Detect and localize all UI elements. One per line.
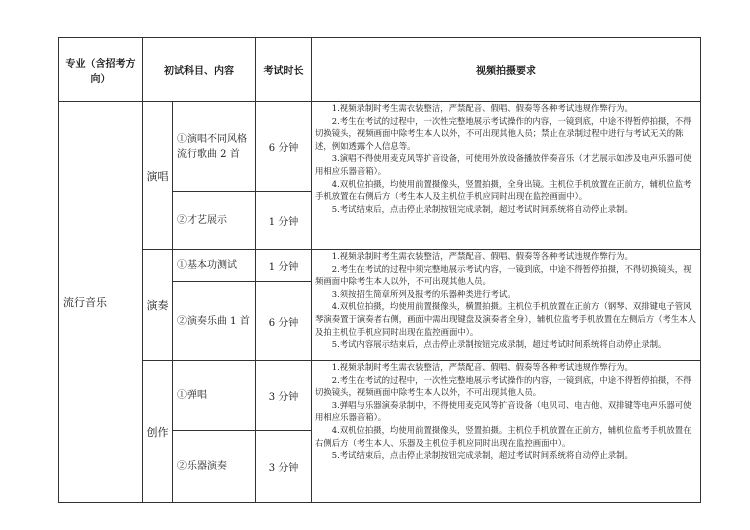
requirement-line: 2.考生在考试的过程中，一次性完整地展示考试操作的内容，一镜到底，中途不得暂停拍摄，不得切换镜头，视频画面中除考生本人以外，不可出现其他人员；禁止在录制过程中进行与考试无关的陈述，例如透露个人信息等。 — [315, 115, 692, 151]
subject-item: ①演唱不同风格流行歌曲 2 首 — [173, 102, 256, 192]
duration-cell: 6 分钟 — [256, 102, 312, 192]
major-name: 流行音乐 — [59, 102, 143, 503]
requirement-line: 4.双机位拍摄，均使用前置摄像头，竖置拍摄，全身出镜。主机位手机放置在正前方，辅机位监考手机放置在右侧后方（考生本人及主机位手机应同时出现在监控画面中）。 — [315, 178, 692, 202]
requirement-line: 3.须按招生简章所列及报考的乐器种类进行考试。 — [331, 288, 516, 299]
duration-cell: 3 分钟 — [256, 361, 312, 431]
table-row — [59, 250, 701, 282]
duration-cell: 1 分钟 — [256, 192, 312, 250]
subject-item: ②才艺展示 — [173, 192, 256, 250]
requirement-line: 5.考试结束后，点击停止录制按钮完成录制，超过考试时间系统将自动停止录制。 — [331, 450, 633, 461]
requirement-line: 5.考试结束后，点击停止录制按钮完成录制，超过考试时间系统将自动停止录制。 — [331, 203, 633, 214]
duration-cell: 3 分钟 — [256, 431, 312, 503]
header-duration: 考试时长 — [256, 38, 312, 102]
requirement-line: 3.演唱不得使用麦克风等扩音设备，可使用外放设备播放伴奏音乐（才艺展示如涉及电声乐器可使用相应乐器音箱）。 — [315, 153, 692, 176]
exam-table — [58, 37, 701, 503]
requirements-cell — [312, 361, 701, 503]
table-row — [59, 102, 701, 192]
requirement-line: 1.视频录制时考生需衣装整洁，严禁配音、假唱、假奏等各种考试违规作弊行为。 — [331, 103, 633, 113]
header-requirements: 视频拍摄要求 — [312, 38, 701, 102]
requirement-line: 4.双机位拍摄，均使用前置摄像头，横置拍摄。主机位手机放置在正前方（钢琴、双排键电子管风琴演奏置于演奏者右侧，画面中需出现键盘及演奏者全身），辅机位监考手机放置在左侧后方（考生本人及拍主机位手机应同时出现在监控画面中）。 — [315, 301, 697, 337]
requirements-cell — [312, 250, 701, 361]
subject-item: ①基本功测试 — [173, 250, 256, 282]
duration-cell: 6 分钟 — [256, 282, 312, 361]
header-row — [59, 38, 701, 102]
subject-item: ①弹唱 — [173, 361, 256, 431]
direction-cell: 演奏 — [143, 250, 173, 361]
direction-cell: 创作 — [143, 361, 173, 503]
header-major: 专业（含招考方向） — [59, 38, 143, 102]
subject-item: ②乐器演奏 — [173, 431, 256, 503]
direction-cell: 演唱 — [143, 102, 173, 250]
requirement-line: 1.视频录制时考生需衣装整洁，严禁配音、假唱、假奏等各种考试违规作弊行为。 — [331, 251, 633, 261]
requirement-line: 3.弹唱与乐器演奏录制中，不得使用麦克风等扩音设备（电贝司、电吉他、双排键等电声乐器可使用相应乐器音箱）。 — [315, 399, 692, 423]
table-row — [59, 361, 701, 431]
duration-cell: 1 分钟 — [256, 250, 312, 282]
header-subject: 初试科目、内容 — [143, 38, 256, 102]
requirement-line: 1.视频录制时考生需衣装整洁，严禁配音、假唱、假奏等各种考试违规作弊行为。 — [331, 362, 633, 372]
requirement-line: 2.考生在考试的过程中须完整地展示考试内容，一镜到底，中途不得暂停拍摄，不得切换镜头，视频画面中除考生本人以外，不可出现其他人员。 — [315, 263, 692, 287]
requirement-line: 2.考生在考试的过程中，一次性完整地展示考试操作的内容，一镜到底，中途不得暂停拍摄，不得切换镜头，视频画面中除考生本人以外，不可出现其他人员。 — [315, 374, 692, 398]
requirement-line: 5.考试内容展示结束后，点击停止录制按钮完成录制，超过考试时间系统将自动停止录制。 — [331, 339, 667, 350]
requirements-cell — [312, 102, 701, 250]
requirement-line: 4.双机位拍摄，均使用前置摄像头，竖置拍摄。主机位手机放置在正前方，辅机位监考手机放置在右侧后方（考生本人、乐器及主机位手机应同时出现在监控画面中）。 — [315, 424, 692, 448]
subject-item: ②演奏乐曲 1 首 — [173, 282, 256, 361]
